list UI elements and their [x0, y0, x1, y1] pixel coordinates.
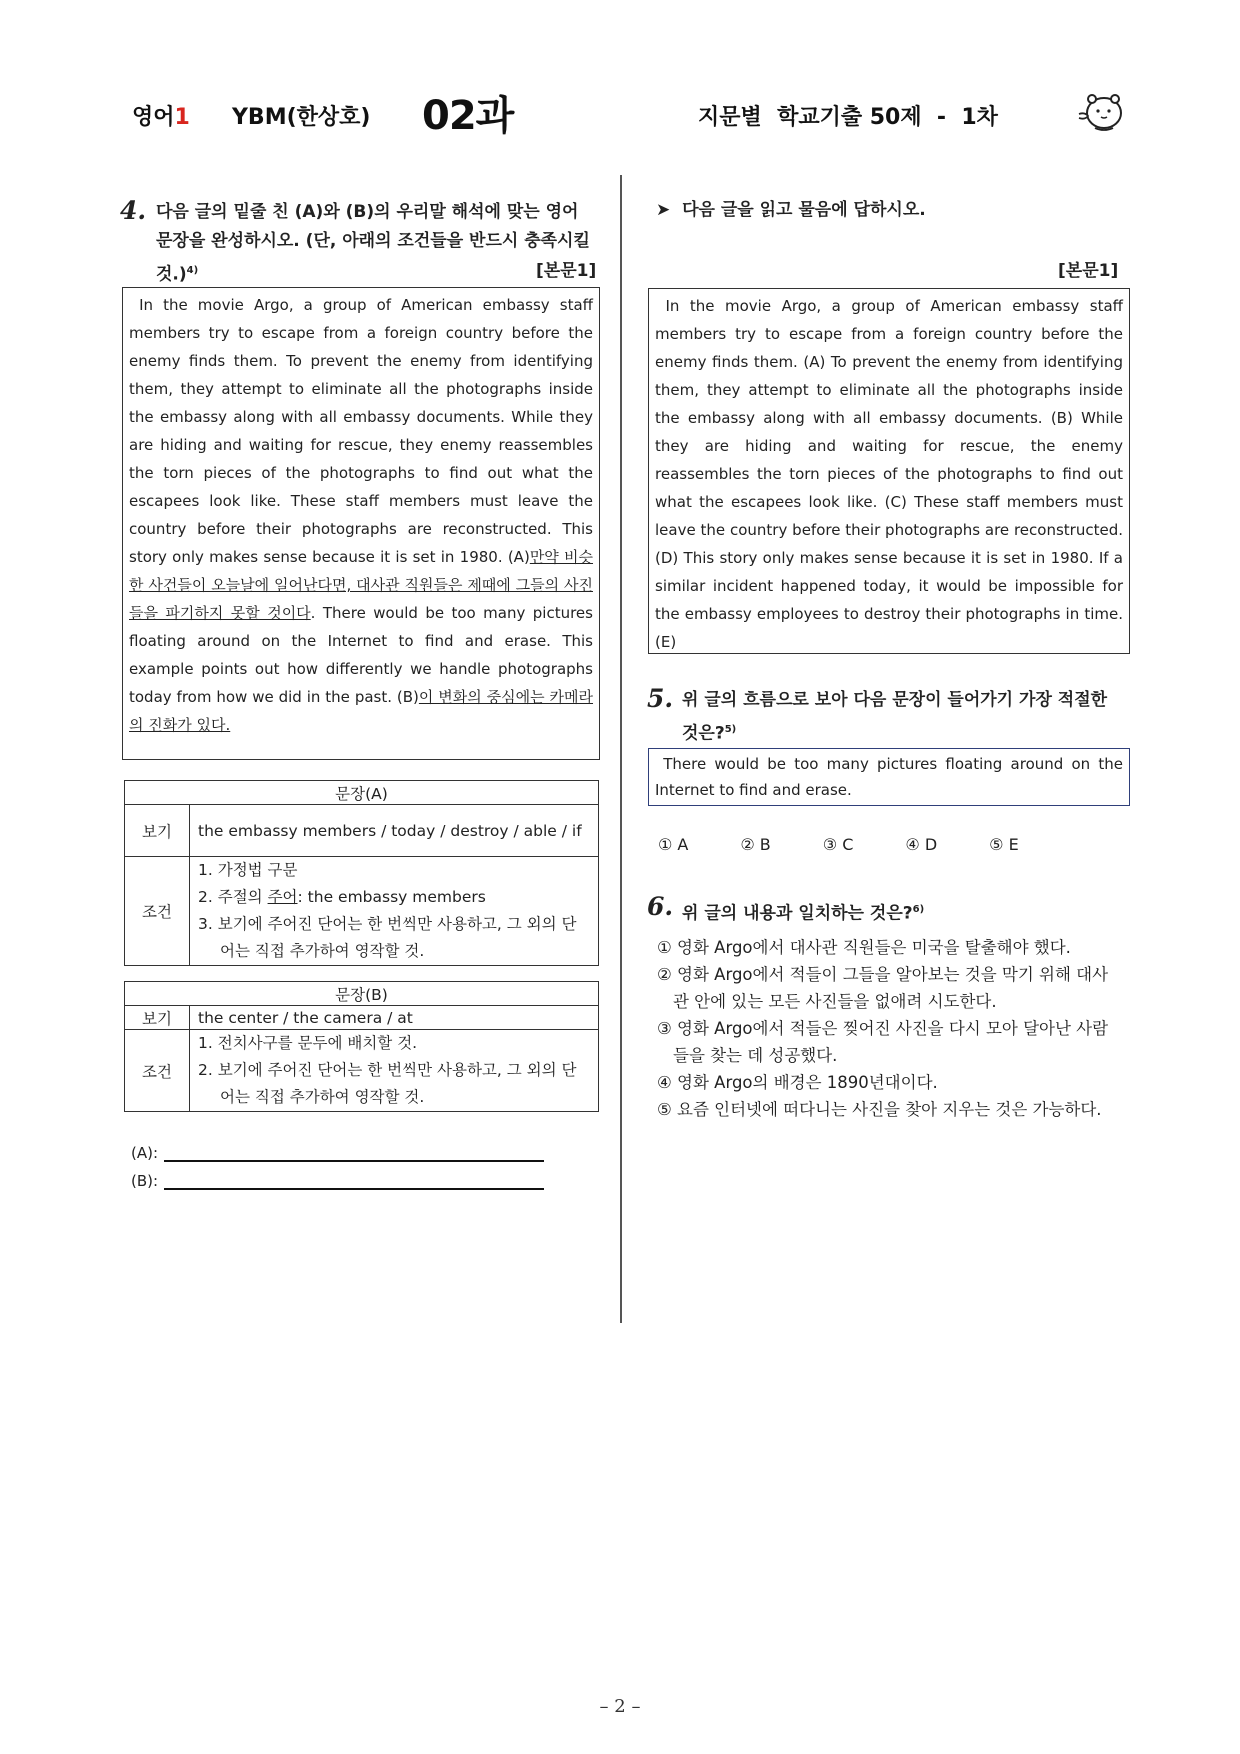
- table-a-bogi-label: 보기: [125, 805, 190, 857]
- q5-number: 5.: [647, 684, 674, 713]
- q5-choice-e[interactable]: ⑤ E: [989, 835, 1019, 854]
- q6-question: 위 글의 내용과 일치하는 것은?$^{6)}$: [682, 903, 925, 924]
- page-number: – 2 –: [599, 1696, 641, 1717]
- q5-sentence-box: There would be too many pictures floating around on the Internet to find and erase.: [648, 748, 1130, 806]
- table-b-bogi-label: 보기: [125, 1006, 190, 1030]
- q6-option-5[interactable]: ⑤ 요즘 인터넷에 떠다니는 사진을 찾아 지우는 것은 가능하다.: [657, 1100, 1102, 1119]
- answer-b-row[interactable]: (B):: [131, 1170, 544, 1190]
- table-a-conditions: 1. 가정법 구문 2. 주절의 주어: the embassy members 3. 보기에 주어진 단어는 한 번씩만 사용하고, 그 외의 단어는 직접 추가하여 영작할 것.: [190, 857, 599, 966]
- condition-table-b: [124, 981, 599, 1112]
- q5-choice-d[interactable]: ④ D: [905, 835, 938, 854]
- q5-choice-b[interactable]: ② B: [740, 835, 771, 854]
- q4-source: [본문1]: [536, 261, 597, 281]
- table-b-title: 문장(B): [125, 982, 599, 1006]
- q5-question: 위 글의 흐름으로 보아 다음 문장이 들어가기 가장 적절한 것은?$^{5)}$: [682, 690, 1108, 744]
- q5-choices: [658, 835, 1071, 854]
- q6-option-4[interactable]: ④ 영화 Argo의 배경은 1890년대이다.: [657, 1073, 938, 1092]
- right-source: [본문1]: [1058, 261, 1119, 281]
- table-a-cond-label: 조건: [125, 857, 190, 966]
- q4-passage: In the movie Argo, a group of American embassy staff members try to escape from a foreign country before the enemy finds them. To prevent the enemy from identifying them, they attempt to eliminate all the photographs inside the embassy along with all embassy documents. While they are hiding and waiting for rescue, they enemy reassembles the torn pieces of the photographs to find out what the escapees look like. These staff members must leave the country before their photographs are reconstructed. This story only makes sense because it is set in 1980. (A)만약 비슷한 사건들이 오늘날에 일어난다면, 대사관 직원들은 제때에 그들의 사진들을 파기하지 못할 것이다. There would be too many pictures floating around on the Internet to find and erase. This example points out how differently we handle photographs today from how we did in the past. (B)이 변화의 중심에는 카메라의 진화가 있다.: [122, 287, 600, 760]
- bear-mascot-icon: [1075, 86, 1127, 136]
- condition-table-a: [124, 780, 599, 966]
- q6-option-2[interactable]: ② 영화 Argo에서 적들이 그들을 알아보는 것을 막기 위해 대사관 안에 있는 모든 사진들을 없애려 시도한다.: [657, 965, 1109, 1011]
- q5-choice-c[interactable]: ③ C: [822, 835, 854, 854]
- subject-label: 영어1: [132, 105, 190, 130]
- lesson-title: 02과: [422, 93, 514, 139]
- instruction: ➤ 다음 글을 읽고 물음에 답하시오.: [656, 200, 926, 220]
- right-passage: In the movie Argo, a group of American embassy staff members try to escape from a foreign country before the enemy finds them. (A) To prevent the enemy from identifying them, they attempt to eliminate all the photographs inside the embassy along with all embassy documents. (B) While they are hiding and waiting for rescue, the enemy reassembles the torn pieces of the photographs to find out what the escapees look like. (C) These staff members must leave the country before their photographs are reconstructed. (D) This story only makes sense because it is set in 1980. If a similar incident happened today, it would be impossible for the embassy employees to destroy their photographs in time. (E): [648, 288, 1130, 654]
- q6-number: 6.: [647, 892, 674, 921]
- answer-b-line[interactable]: [164, 1170, 544, 1190]
- table-a-title: 문장(A): [125, 781, 599, 805]
- table-a-bogi: the embassy members / today / destroy / able / if: [190, 805, 599, 857]
- q6-option-3[interactable]: ③ 영화 Argo에서 적들은 찢어진 사진을 다시 모아 달아난 사람들을 찾는 데 성공했다.: [657, 1019, 1109, 1065]
- header-right-title: 지문별 학교기출 50제 - 1차: [698, 105, 998, 130]
- table-b-conditions: 1. 전치사구를 문두에 배치할 것. 2. 보기에 주어진 단어는 한 번씩만 사용하고, 그 외의 단어는 직접 추가하여 영작할 것.: [190, 1030, 599, 1112]
- column-divider: [620, 175, 622, 1323]
- table-b-bogi: the center / the camera / at: [190, 1006, 599, 1030]
- q6-options: [657, 934, 1123, 1123]
- q4-number: 4.: [120, 196, 147, 225]
- answer-a-line[interactable]: [164, 1142, 544, 1162]
- answer-a-row[interactable]: (A):: [131, 1142, 544, 1162]
- q4-question: 다음 글의 밑줄 친 (A)와 (B)의 우리말 해석에 맞는 영어 문장을 완성하시오. (단, 아래의 조건들을 반드시 충족시킬 것.)$^{4)}$: [156, 202, 590, 285]
- table-b-cond-label: 조건: [125, 1030, 190, 1112]
- q6-option-1[interactable]: ① 영화 Argo에서 대사관 직원들은 미국을 탈출해야 했다.: [657, 938, 1071, 957]
- q5-choice-a[interactable]: ① A: [658, 835, 689, 854]
- publisher-label: YBM(한상호): [232, 105, 371, 130]
